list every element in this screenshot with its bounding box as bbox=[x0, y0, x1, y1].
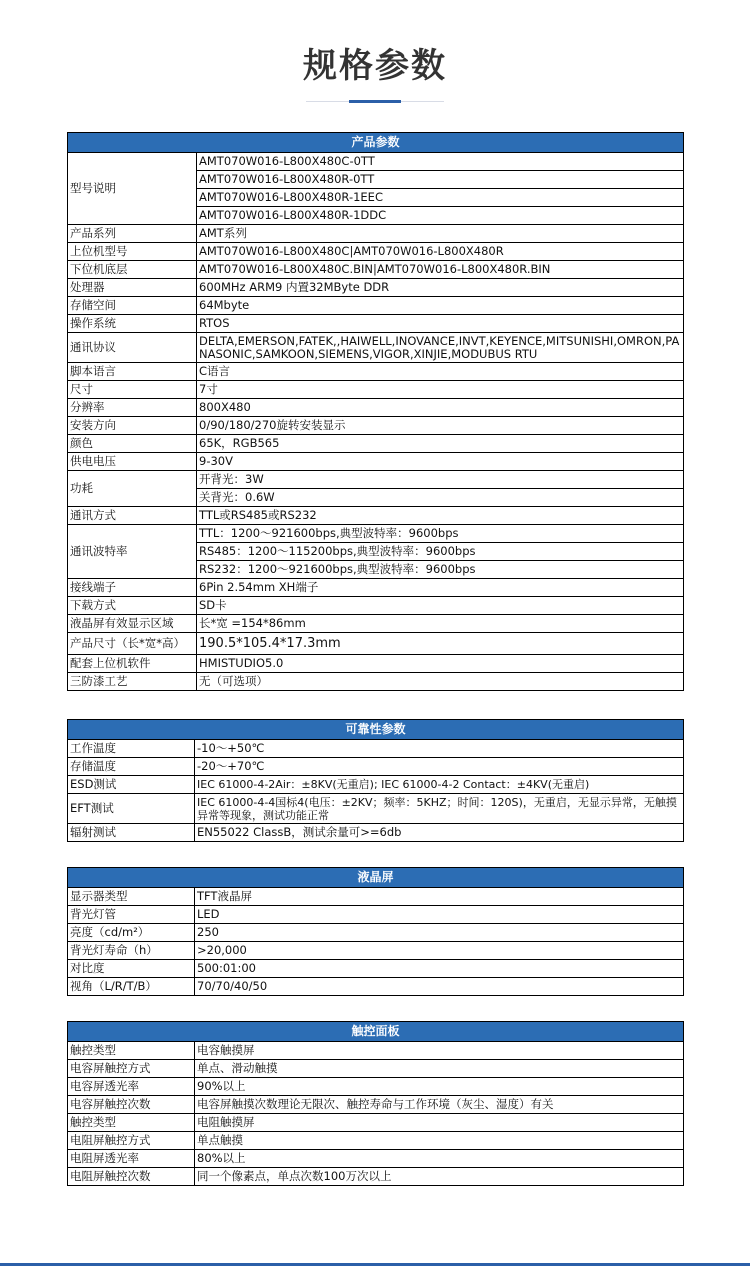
row-value: AMT070W016-L800X480R-0TT bbox=[197, 171, 684, 189]
row-value: -10～+50℃ bbox=[195, 740, 684, 758]
table-row bbox=[68, 1168, 684, 1186]
table-row bbox=[68, 1042, 684, 1060]
row-value: -20～+70℃ bbox=[195, 758, 684, 776]
row-value: AMT系列 bbox=[197, 225, 684, 243]
row-label: 电阻屏触控次数 bbox=[68, 1168, 195, 1186]
row-value: AMT070W016-L800X480C|AMT070W016-L800X480R bbox=[197, 243, 684, 261]
table-row bbox=[68, 507, 684, 525]
row-value: EN55022 ClassB，测试余量可>=6db bbox=[195, 824, 684, 842]
row-value: AMT070W016-L800X480R-1EEC bbox=[197, 189, 684, 207]
row-label: 工作温度 bbox=[68, 740, 195, 758]
row-label: 显示器类型 bbox=[68, 888, 195, 906]
row-value: 单点触摸 bbox=[195, 1132, 684, 1150]
row-value: TTL或RS485或RS232 bbox=[197, 507, 684, 525]
row-label: 触控类型 bbox=[68, 1114, 195, 1132]
table-row bbox=[68, 579, 684, 597]
section-header: 液晶屏 bbox=[68, 868, 684, 888]
row-value: 250 bbox=[195, 924, 684, 942]
table-row bbox=[68, 279, 684, 297]
table-row bbox=[68, 960, 684, 978]
row-label: 触控类型 bbox=[68, 1042, 195, 1060]
row-label: 处理器 bbox=[68, 279, 197, 297]
row-label: 电容屏透光率 bbox=[68, 1078, 195, 1096]
row-label: 型号说明 bbox=[68, 153, 197, 225]
row-label: 供电电压 bbox=[68, 453, 197, 471]
row-label: 通讯协议 bbox=[68, 333, 197, 363]
table-row bbox=[68, 381, 684, 399]
touch-panel-section bbox=[67, 1021, 683, 1186]
row-label: 安装方向 bbox=[68, 417, 197, 435]
row-value: 80%以上 bbox=[195, 1150, 684, 1168]
row-value: >20,000 bbox=[195, 942, 684, 960]
row-value: AMT070W016-L800X480C-0TT bbox=[197, 153, 684, 171]
table-row bbox=[68, 758, 684, 776]
table-row bbox=[68, 978, 684, 996]
row-value: 800X480 bbox=[197, 399, 684, 417]
product-params-section bbox=[67, 132, 683, 691]
table-row bbox=[68, 597, 684, 615]
table-row bbox=[68, 633, 684, 655]
row-label: 下载方式 bbox=[68, 597, 197, 615]
row-value: 电阻触摸屏 bbox=[195, 1114, 684, 1132]
table-row bbox=[68, 794, 684, 824]
row-value: HMISTUDIO5.0 bbox=[197, 655, 684, 673]
row-value: DELTA,EMERSON,FATEK,,HAIWELL,INOVANCE,INVT,KEYENCE,MITSUNISHI,OMRON,PANASONIC,SAMKOON,SIEMENS,VIGOR,XINJIE,MODUBUS RTU bbox=[197, 333, 684, 363]
row-label: 功耗 bbox=[68, 471, 197, 507]
row-value: 600MHz ARM9 内置32MByte DDR bbox=[197, 279, 684, 297]
row-value: 190.5*105.4*17.3mm bbox=[197, 633, 684, 655]
table-row bbox=[68, 435, 684, 453]
table-row bbox=[68, 906, 684, 924]
row-label: 尺寸 bbox=[68, 381, 197, 399]
table-row bbox=[68, 1132, 684, 1150]
section-header: 产品参数 bbox=[68, 133, 684, 153]
table-row bbox=[68, 1114, 684, 1132]
table-row bbox=[68, 297, 684, 315]
row-value: RS485：1200～115200bps,典型波特率：9600bps bbox=[197, 543, 684, 561]
row-label: 下位机底层 bbox=[68, 261, 197, 279]
row-value: RS232：1200～921600bps,典型波特率：9600bps bbox=[197, 561, 684, 579]
row-label: ESD测试 bbox=[68, 776, 195, 794]
row-value: IEC 61000-4-4国标4(电压：±2KV；频率：5KHZ；时间：120S)，无重启，无显示异常，无触摸异常等现象，测试功能正常 bbox=[195, 794, 684, 824]
row-value: 64Mbyte bbox=[197, 297, 684, 315]
row-value: 500:01:00 bbox=[195, 960, 684, 978]
row-value: IEC 61000-4-2Air：±8KV(无重启); IEC 61000-4-2 Contact：±4KV(无重启) bbox=[195, 776, 684, 794]
table-row bbox=[68, 153, 684, 171]
table-row bbox=[68, 655, 684, 673]
row-label: 上位机型号 bbox=[68, 243, 197, 261]
table-row bbox=[68, 673, 684, 691]
row-label: 产品系列 bbox=[68, 225, 197, 243]
row-value: 6Pin 2.54mm XH端子 bbox=[197, 579, 684, 597]
row-value: 关背光：0.6W bbox=[197, 489, 684, 507]
row-label: 存储温度 bbox=[68, 758, 195, 776]
row-label: 辐射测试 bbox=[68, 824, 195, 842]
table-row bbox=[68, 615, 684, 633]
table-row bbox=[68, 453, 684, 471]
table-row bbox=[68, 399, 684, 417]
row-value: 电容屏触摸次数理论无限次、触控寿命与工作环境（灰尘、湿度）有关 bbox=[195, 1096, 684, 1114]
table-row bbox=[68, 243, 684, 261]
row-label: 电容屏触控次数 bbox=[68, 1096, 195, 1114]
row-value: 9-30V bbox=[197, 453, 684, 471]
row-label: 操作系统 bbox=[68, 315, 197, 333]
row-value: 长*宽 =154*86mm bbox=[197, 615, 684, 633]
row-value: LED bbox=[195, 906, 684, 924]
row-value: TTL：1200～921600bps,典型波特率：9600bps bbox=[197, 525, 684, 543]
section-header: 触控面板 bbox=[68, 1022, 684, 1042]
table-row bbox=[68, 1060, 684, 1078]
row-label: 颜色 bbox=[68, 435, 197, 453]
row-value: RTOS bbox=[197, 315, 684, 333]
title-accent-bar bbox=[349, 100, 401, 103]
row-value: C语言 bbox=[197, 363, 684, 381]
row-label: 液晶屏有效显示区域 bbox=[68, 615, 197, 633]
touch-panel-table bbox=[67, 1021, 684, 1186]
row-label: 背光灯管 bbox=[68, 906, 195, 924]
table-row bbox=[68, 333, 684, 363]
table-row bbox=[68, 888, 684, 906]
row-value: 无（可选项） bbox=[197, 673, 684, 691]
row-label: 通讯波特率 bbox=[68, 525, 197, 579]
table-row bbox=[68, 471, 684, 489]
row-value: 65K，RGB565 bbox=[197, 435, 684, 453]
row-label: 对比度 bbox=[68, 960, 195, 978]
row-label: 通讯方式 bbox=[68, 507, 197, 525]
page-title: 规格参数 bbox=[303, 46, 447, 86]
reliability-section bbox=[67, 719, 683, 842]
lcd-section bbox=[67, 867, 683, 996]
reliability-table bbox=[67, 719, 684, 842]
row-label: 电阻屏透光率 bbox=[68, 1150, 195, 1168]
row-label: 视角（L/R/T/B） bbox=[68, 978, 195, 996]
row-label: 接线端子 bbox=[68, 579, 197, 597]
row-value: 70/70/40/50 bbox=[195, 978, 684, 996]
row-label: 存储空间 bbox=[68, 297, 197, 315]
lcd-table bbox=[67, 867, 684, 996]
table-row bbox=[68, 924, 684, 942]
table-row bbox=[68, 417, 684, 435]
row-label: 背光灯寿命（h） bbox=[68, 942, 195, 960]
row-value: 0/90/180/270旋转安装显示 bbox=[197, 417, 684, 435]
row-value: 7寸 bbox=[197, 381, 684, 399]
table-row bbox=[68, 261, 684, 279]
table-row bbox=[68, 1096, 684, 1114]
row-value: 开背光：3W bbox=[197, 471, 684, 489]
row-value: TFT液晶屏 bbox=[195, 888, 684, 906]
row-value: 90%以上 bbox=[195, 1078, 684, 1096]
table-row bbox=[68, 1078, 684, 1096]
row-value: 单点、滑动触摸 bbox=[195, 1060, 684, 1078]
row-label: 电阻屏触控方式 bbox=[68, 1132, 195, 1150]
row-value: 同一个像素点，单点次数100万次以上 bbox=[195, 1168, 684, 1186]
row-label: 电容屏触控方式 bbox=[68, 1060, 195, 1078]
table-row bbox=[68, 776, 684, 794]
row-label: 脚本语言 bbox=[68, 363, 197, 381]
table-row bbox=[68, 740, 684, 758]
section-header: 可靠性参数 bbox=[68, 720, 684, 740]
row-value: AMT070W016-L800X480R-1DDC bbox=[197, 207, 684, 225]
table-row bbox=[68, 942, 684, 960]
row-label: 三防漆工艺 bbox=[68, 673, 197, 691]
row-value: 电容触摸屏 bbox=[195, 1042, 684, 1060]
row-label: 亮度（cd/m²） bbox=[68, 924, 195, 942]
row-label: 产品尺寸（长*宽*高） bbox=[68, 633, 197, 655]
table-row bbox=[68, 315, 684, 333]
row-label: 分辨率 bbox=[68, 399, 197, 417]
product-params-table bbox=[67, 132, 684, 691]
table-row bbox=[68, 363, 684, 381]
table-row bbox=[68, 824, 684, 842]
table-row bbox=[68, 1150, 684, 1168]
row-label: 配套上位机软件 bbox=[68, 655, 197, 673]
row-value: SD卡 bbox=[197, 597, 684, 615]
table-row bbox=[68, 525, 684, 543]
table-row bbox=[68, 225, 684, 243]
row-value: AMT070W016-L800X480C.BIN|AMT070W016-L800X480R.BIN bbox=[197, 261, 684, 279]
row-label: EFT测试 bbox=[68, 794, 195, 824]
